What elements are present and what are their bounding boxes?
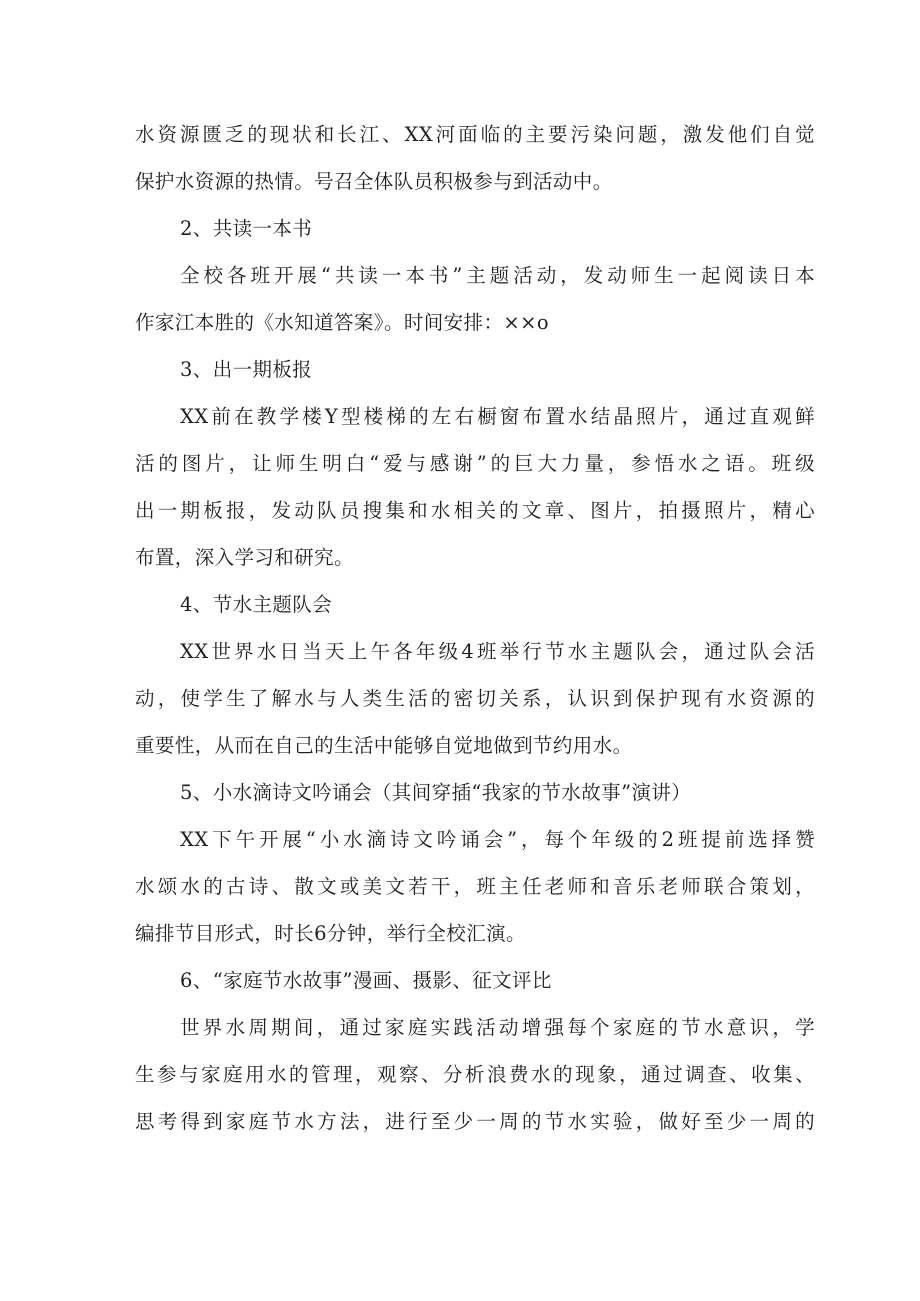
section-heading: 2、共读一本书 bbox=[180, 217, 313, 240]
body-line: 全校各班开展“共读一本书”主题活动，发动师生一起阅读日本 bbox=[180, 264, 815, 287]
section-heading: 3、出一期板报 bbox=[180, 358, 313, 381]
body-line: 动，使学生了解水与人类生活的密切关系，认识到保护现有水资源的 bbox=[135, 687, 815, 710]
section-heading: 6、“家庭节水故事”漫画、摄影、征文评比 bbox=[180, 969, 552, 992]
body-line: 编排节目形式，时长6分钟，举行全校汇演。 bbox=[135, 922, 526, 945]
body-line: 水资源匮乏的现状和长江、XX河面临的主要污染问题，激发他们自觉 bbox=[135, 123, 815, 146]
section-heading: 5、小水滴诗文吟诵会（其间穿插“我家的节水故事”演讲） bbox=[180, 781, 692, 804]
section-heading: 4、节水主题队会 bbox=[180, 593, 333, 616]
body-line: 作家江本胜的《水知道答案》。时间安排：××o bbox=[135, 311, 549, 334]
body-line: 保护水资源的热情。号召全体队员积极参与到活动中。 bbox=[135, 170, 613, 193]
body-line: XX前在教学楼Y型楼梯的左右橱窗布置水结晶照片，通过直观鲜 bbox=[180, 405, 815, 428]
body-line: 生参与家庭用水的管理，观察、分析浪费水的现象，通过调查、收集、 bbox=[135, 1063, 815, 1086]
body-line: XX世界水日当天上午各年级4班举行节水主题队会，通过队会活 bbox=[180, 640, 815, 663]
body-line: XX下午开展“小水滴诗文吟诵会”，每个年级的2班提前选择赞 bbox=[180, 828, 815, 851]
body-line: 思考得到家庭节水方法，进行至少一周的节水实验，做好至少一周的 bbox=[135, 1110, 815, 1133]
body-line: 出一期板报，发动队员搜集和水相关的文章、图片，拍摄照片，精心 bbox=[135, 499, 815, 522]
body-line: 水颂水的古诗、散文或美文若干，班主任老师和音乐老师联合策划， bbox=[135, 875, 815, 898]
body-line: 活的图片，让师生明白“爱与感谢”的巨大力量，参悟水之语。班级 bbox=[135, 452, 815, 475]
body-line: 世界水周期间，通过家庭实践活动增强每个家庭的节水意识，学 bbox=[180, 1016, 815, 1039]
body-line: 重要性，从而在自己的生活中能够自觉地做到节约用水。 bbox=[135, 734, 633, 757]
body-line: 布置，深入学习和研究。 bbox=[135, 546, 354, 569]
